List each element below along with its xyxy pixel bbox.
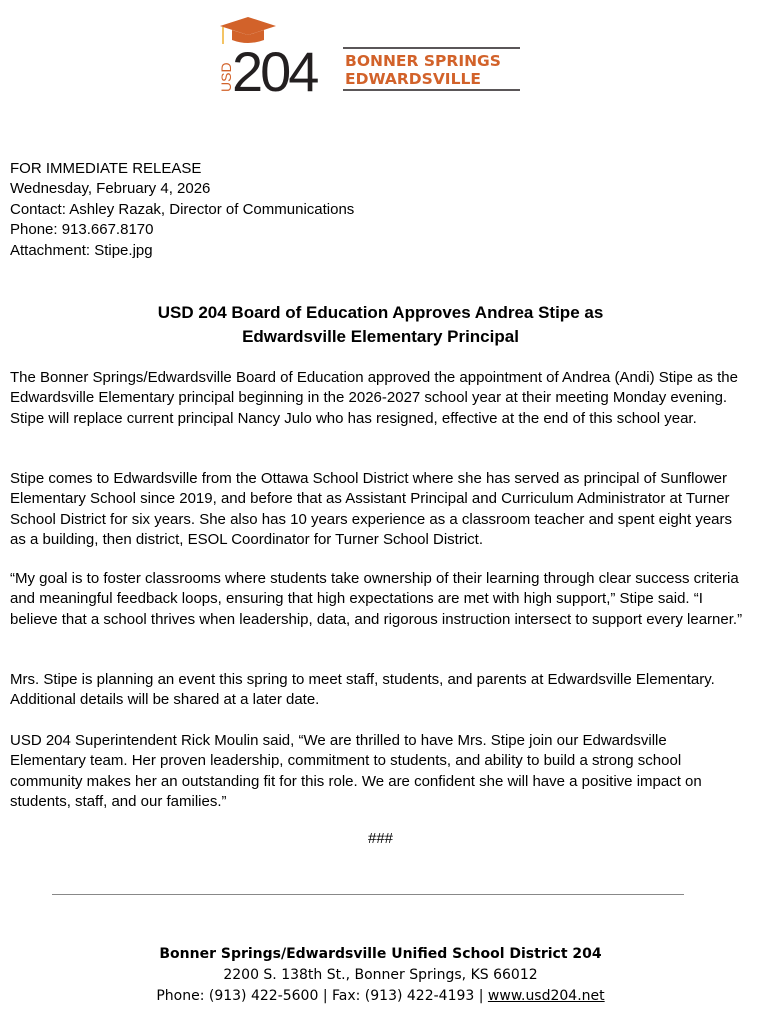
- logo-usd: USD: [218, 62, 234, 92]
- body-paragraph: The Bonner Springs/Edwardsville Board of Education approved the appointment of Andrea (Andi) Stipe as the Edwardsville Elementary principal beginning in the 2026-2027 school year at their meeting Monday evening. Stipe will replace current principal Nancy Julo who has resigned, effective at the end of this school year.: [10, 369, 738, 427]
- headline-line-1: USD 204 Board of Education Approves Andrea Stipe as: [157, 303, 604, 322]
- phone: Phone: 913.667.8170: [10, 221, 154, 239]
- footer-contact: [0, 986, 761, 1007]
- body-paragraph: Mrs. Stipe is planning an event this spring to meet staff, students, and parents at Edwardsville Elementary. Additional details will be shared at a later date.: [10, 671, 715, 709]
- graduation-cap-icon: [220, 17, 276, 35]
- logo-number: 204: [232, 40, 317, 94]
- website-link[interactable]: www.usd204.net: [487, 988, 605, 1004]
- body-paragraph: “My goal is to foster classrooms where students take ownership of their learning through clear success criteria and meaningful feedback loops, ensuring that high expectations are met with high support,” Stipe said. “I believe that a school thrives when leadership, data, and rigorous instruction intersect to support every learner.”: [10, 570, 743, 628]
- attachment: Attachment: Stipe.jpg: [10, 241, 153, 259]
- release-meta: [10, 159, 354, 261]
- logo-line2: EDWARDSVILLE: [345, 70, 481, 88]
- headline: [0, 301, 761, 349]
- body-paragraph: Stipe comes to Edwardsville from the Ottawa School District where she has served as principal of Sunflower Elementary School since 2019, and before that as Assistant Principal and Curriculum Administrator at Turner School District for six years. She also has 10 years experience as a classroom teacher and spent eight years as a building, then district, ESOL Coordinator for Turner School District.: [10, 470, 733, 548]
- divider: [52, 894, 684, 895]
- contact: Contact: Ashley Razak, Director of Communications: [10, 200, 355, 218]
- footer-phone-fax: Phone: (913) 422-5600 | Fax: (913) 422-4193 |: [156, 988, 488, 1004]
- release-label: FOR IMMEDIATE RELEASE: [10, 160, 202, 177]
- footer-address: 2200 S. 138th St., Bonner Springs, KS 66012: [223, 967, 538, 983]
- footer: [0, 944, 761, 1007]
- logo-line1: BONNER SPRINGS: [345, 52, 501, 70]
- body-paragraph: USD 204 Superintendent Rick Moulin said, “We are thrilled to have Mrs. Stipe join our Edwardsville Elementary team. Her proven leadership, commitment to students, and ability to build a strong school community makes her an outstanding fit for this role. We are confident she will have a positive impact on students, staff, and our families.”: [10, 732, 702, 810]
- footer-org: Bonner Springs/Edwardsville Unified School District 204: [159, 946, 602, 962]
- end-mark: ###: [367, 830, 394, 847]
- release-date: Wednesday, February 4, 2026: [10, 180, 211, 198]
- headline-line-2: Edwardsville Elementary Principal: [242, 327, 519, 346]
- district-logo: [212, 14, 532, 94]
